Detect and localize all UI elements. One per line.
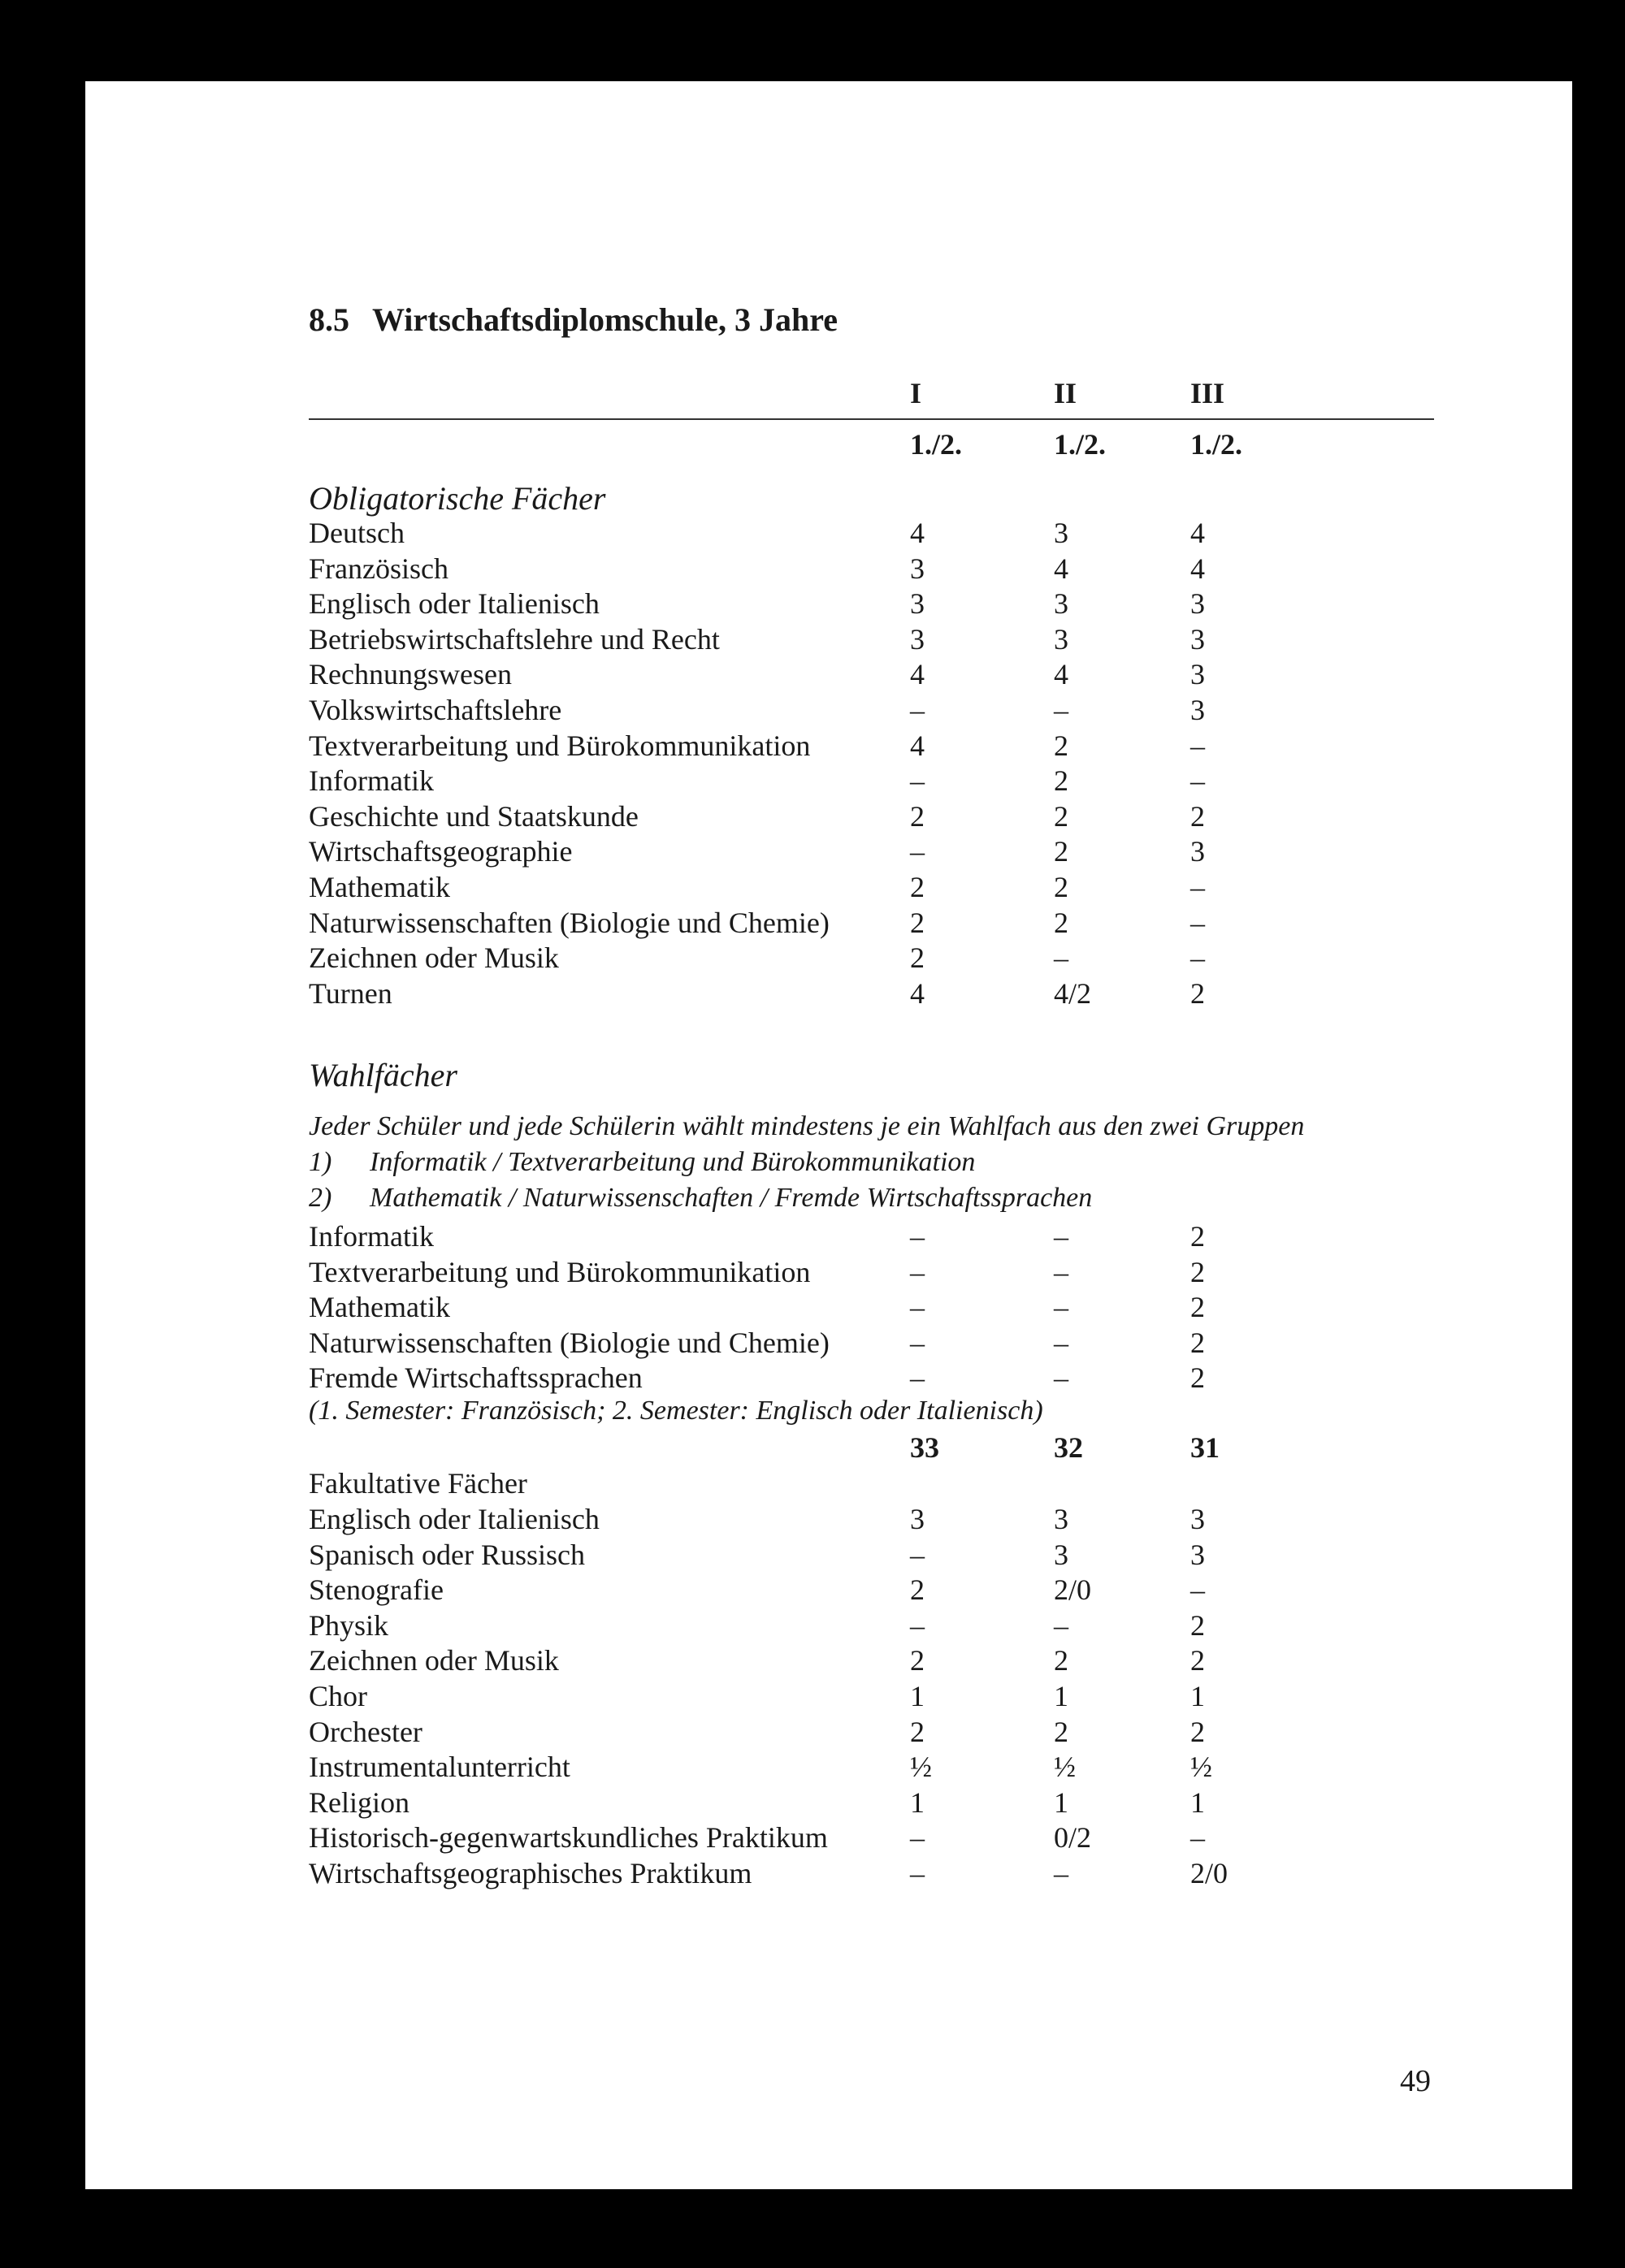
group-index: 2) [309,1183,332,1213]
lesson-count-year-1: 2 [910,799,925,833]
lesson-count-year-3: 2 [1190,1608,1205,1642]
lesson-count-year-2: – [1054,1361,1068,1395]
lesson-count-year-2: 2 [1054,764,1068,798]
lesson-count-year-1: – [910,1857,925,1889]
lesson-count-year-3: 3 [1190,835,1205,868]
lesson-count-year-2: 2 [1054,871,1068,903]
col-year-1: I [910,377,922,409]
lesson-count-year-1: – [910,1326,925,1359]
lesson-count-year-1: 2 [910,906,925,939]
lesson-count-year-3: 1 [1190,1785,1205,1819]
lesson-count-year-1: 3 [910,622,925,656]
lesson-count-year-2: 1 [1054,1680,1068,1712]
subject-label: Wirtschaftsgeographisches Praktikum [309,1857,752,1889]
lesson-count-year-3: 1 [1190,1680,1205,1712]
lesson-count-year-2: 3 [1054,517,1068,549]
lesson-count-year-3: 3 [1190,622,1205,656]
lesson-count-year-2: 2/0 [1054,1573,1092,1607]
lesson-count-year-2: 2 [1054,1644,1068,1677]
lesson-count-year-1: – [910,694,925,726]
subject-label: Historisch-gegenwartskundliches Praktikum [309,1821,828,1855]
subject-label: Physik [309,1608,389,1642]
elective-section-title: Wahlfächer [309,1057,457,1093]
lesson-count-year-2: ½ [1054,1751,1076,1784]
lesson-count-year-1: 4 [910,658,925,691]
subject-label: Englisch oder Italienisch [309,1503,600,1535]
lesson-count-year-1: 4 [910,517,925,549]
lesson-count-year-2: 3 [1054,622,1068,656]
page-title [309,301,838,339]
lesson-count-year-3: 4 [1190,517,1205,549]
subject-label: Instrumentalunterricht [309,1751,570,1784]
lesson-count-year-1: 2 [910,941,925,975]
subject-label: Stenografie [309,1573,444,1607]
subject-label: Geschichte und Staatskunde [309,799,639,833]
lesson-count-year-2: – [1054,1255,1068,1288]
lesson-count-year-3: – [1190,1821,1205,1855]
subject-label: Wirtschaftsgeographie [309,835,573,868]
lesson-count-year-2: – [1054,1326,1068,1359]
lesson-count-year-1: – [910,1291,925,1324]
lesson-count-year-3: 2 [1190,1361,1205,1395]
subject-label: Orchester [309,1715,422,1748]
lesson-count-year-1: 3 [910,587,925,621]
lesson-count-year-3: 2 [1190,1644,1205,1677]
lesson-count-year-3: 2 [1190,1220,1205,1253]
lesson-count-year-2: 2 [1054,906,1068,939]
elective-footnote: (1. Semester: Französisch; 2. Semester: Englisch oder Italienisch) [309,1396,1043,1426]
lesson-count-year-2: 3 [1054,1503,1068,1535]
lesson-count-year-2: – [1054,694,1068,726]
lesson-count-year-3: 2 [1190,799,1205,833]
subject-label: Volkswirtschaftslehre [309,694,562,726]
subject-label: Naturwissenschaften (Biologie und Chemie) [309,906,830,939]
lesson-count-year-1: – [910,764,925,798]
lesson-count-year-3: 2 [1190,976,1205,1010]
lesson-count-year-1: 2 [910,871,925,903]
total-year-1: 33 [910,1431,939,1464]
lesson-count-year-3: 3 [1190,587,1205,621]
elective-group-1 [309,1147,975,1178]
subject-label: Spanisch oder Russisch [309,1538,585,1571]
lesson-count-year-3: – [1190,764,1205,798]
lesson-count-year-2: 0/2 [1054,1821,1092,1855]
lesson-count-year-2: – [1054,1608,1068,1642]
lesson-count-year-3: 2 [1190,1326,1205,1359]
lesson-count-year-1: – [910,1220,925,1253]
group-index: 1) [309,1147,332,1177]
subject-label: Textverarbeitung und Bürokommunikation [309,1255,811,1288]
col-semester-1: 1./2. [910,428,963,461]
lesson-count-year-1: – [910,1255,925,1288]
obligatory-section-title: Obligatorische Fächer [309,480,606,517]
lesson-count-year-1: – [910,1821,925,1855]
subject-label: Chor [309,1680,367,1712]
subject-label: Fremde Wirtschaftssprachen [309,1361,643,1395]
lesson-count-year-2: – [1054,1857,1068,1889]
lesson-count-year-3: 2 [1190,1255,1205,1288]
lesson-count-year-2: – [1054,941,1068,975]
col-year-3: III [1190,377,1225,409]
lesson-count-year-3: – [1190,941,1205,975]
section-number: 8.5 [309,301,349,338]
lesson-count-year-2: 4 [1054,552,1068,585]
subject-label: Textverarbeitung und Bürokommunikation [309,729,811,762]
lesson-count-year-2: 2 [1054,799,1068,833]
lesson-count-year-2: 2 [1054,1715,1068,1748]
subject-label: Naturwissenschaften (Biologie und Chemie) [309,1326,830,1359]
lesson-count-year-1: 3 [910,1503,925,1535]
lesson-count-year-1: 4 [910,976,925,1010]
lesson-count-year-3: 3 [1190,1503,1205,1535]
lesson-count-year-1: – [910,1361,925,1395]
lesson-count-year-3: – [1190,1573,1205,1607]
total-year-3: 31 [1190,1431,1220,1464]
lesson-count-year-1: – [910,1538,925,1571]
lesson-count-year-2: 2 [1054,835,1068,868]
lesson-count-year-1: 4 [910,729,925,762]
lesson-count-year-1: – [910,1608,925,1642]
subject-label: Betriebswirtschaftslehre und Recht [309,622,720,656]
lesson-count-year-3: 3 [1190,694,1205,726]
subject-label: Informatik [309,764,434,798]
lesson-count-year-1: – [910,835,925,868]
subject-label: Turnen [309,976,392,1010]
lesson-count-year-3: – [1190,906,1205,939]
lesson-count-year-3: 3 [1190,1538,1205,1571]
lesson-count-year-3: 2 [1190,1291,1205,1324]
lesson-count-year-1: 2 [910,1573,925,1607]
lesson-count-year-2: 4 [1054,658,1068,691]
elective-intro: Jeder Schüler und jede Schülerin wählt mindestens je ein Wahlfach aus den zwei Gruppen [309,1111,1305,1141]
lesson-count-year-2: 4/2 [1054,976,1092,1010]
lesson-count-year-3: ½ [1190,1751,1212,1784]
subject-label: Religion [309,1785,410,1819]
subject-label: Mathematik [309,1291,450,1324]
subject-label: Zeichnen oder Musik [309,1644,559,1677]
subject-label: Informatik [309,1220,434,1253]
lesson-count-year-1: 1 [910,1785,925,1819]
lesson-count-year-3: 4 [1190,552,1205,585]
header-rule [309,418,1434,420]
lesson-count-year-2: 2 [1054,729,1068,762]
lesson-count-year-2: 3 [1054,587,1068,621]
lesson-count-year-2: – [1054,1220,1068,1253]
lesson-count-year-3: – [1190,729,1205,762]
lesson-count-year-3: 2 [1190,1715,1205,1748]
subject-label: Zeichnen oder Musik [309,941,559,975]
lesson-count-year-3: 3 [1190,658,1205,691]
subject-label: Mathematik [309,871,450,903]
group-text: Mathematik / Naturwissenschaften / Fremde Wirtschaftssprachen [370,1183,1093,1213]
document-page: 8.5 Wirtschaftsdiplomschule, 3 Jahre I II III 1./2. 1./2. 1./2. Obligatorische Fächer Deutsch 4 3 4 Französisch 3 4 4 Englisch oder Italienisch 3 3 3 Betriebswirtschaftslehre und Recht 3 3 3 Rechnungswesen 4 4 3 Volkswirtschaftslehre – – 3 Textverarbeitung und Bürokommunikation 4 2 – Informatik – 2 – Geschichte und Staatskunde 2 2 2 Wirtschaftsgeographie – 2 3 Mathematik 2 2 – Naturwissenschaften (Biologie und Chemie) 2 2 – Zeichnen oder Musik 2 – – Turnen 4 4/2 2 Wahlfächer Jeder Schüler und jede Schülerin wählt mindestens je ein Wahlfach aus den zwei Gruppen 1) Informatik / Textverarbeitung und Bürokommunikation 2) Mathematik / Naturwissenschaften / Fremde Wirtschaftssprachen Informatik – – 2 Textverarbeitung und Bürokommunikation – – 2 Mathematik – – 2 Naturwissenschaften (Biologie und Chemie) – – 2 Fremde Wirtschaftssprachen – – 2 (1. Semester: Französisch; 2. Semester: Englisch oder Italienisch) 33 32 31 Fakultative Fächer Englisch oder Italienisch 3 3 3 Spanisch oder Russisch – 3 3 Stenografie 2 2/0 – Physik – – 2 Zeichnen oder Musik 2 2 2 Chor 1 1 1 Orchester 2 2 2 Instrumentalunterricht ½ ½ ½ Religion 1 1 1 Historisch-gegenwartskundliches Praktikum – 0/2 – Wirtschaftsgeographisches Praktikum – – 2/0 49 [85,81,1572,2189]
col-semester-2: 1./2. [1054,428,1107,461]
total-year-2: 32 [1054,1431,1083,1464]
subject-label: Französisch [309,552,448,585]
lesson-count-year-2: 3 [1054,1538,1068,1571]
lesson-count-year-1: 2 [910,1644,925,1677]
subject-label: Rechnungswesen [309,658,512,691]
lesson-count-year-2: 1 [1054,1785,1068,1819]
page-number: 49 [1400,2064,1431,2098]
subject-label: Englisch oder Italienisch [309,587,600,621]
lesson-count-year-1: ½ [910,1751,932,1784]
subject-label: Deutsch [309,517,405,549]
lesson-count-year-1: 2 [910,1715,925,1748]
section-title: Wirtschaftsdiplomschule, 3 Jahre [372,301,838,338]
col-year-2: II [1054,377,1077,409]
lesson-count-year-2: – [1054,1291,1068,1324]
col-semester-3: 1./2. [1190,428,1243,461]
lesson-count-year-1: 3 [910,552,925,585]
lesson-count-year-1: 1 [910,1680,925,1712]
lesson-count-year-3: – [1190,871,1205,903]
lesson-count-year-3: 2/0 [1190,1857,1228,1889]
elective-group-2 [309,1183,1092,1214]
group-text: Informatik / Textverarbeitung und Bürokommunikation [370,1147,976,1177]
